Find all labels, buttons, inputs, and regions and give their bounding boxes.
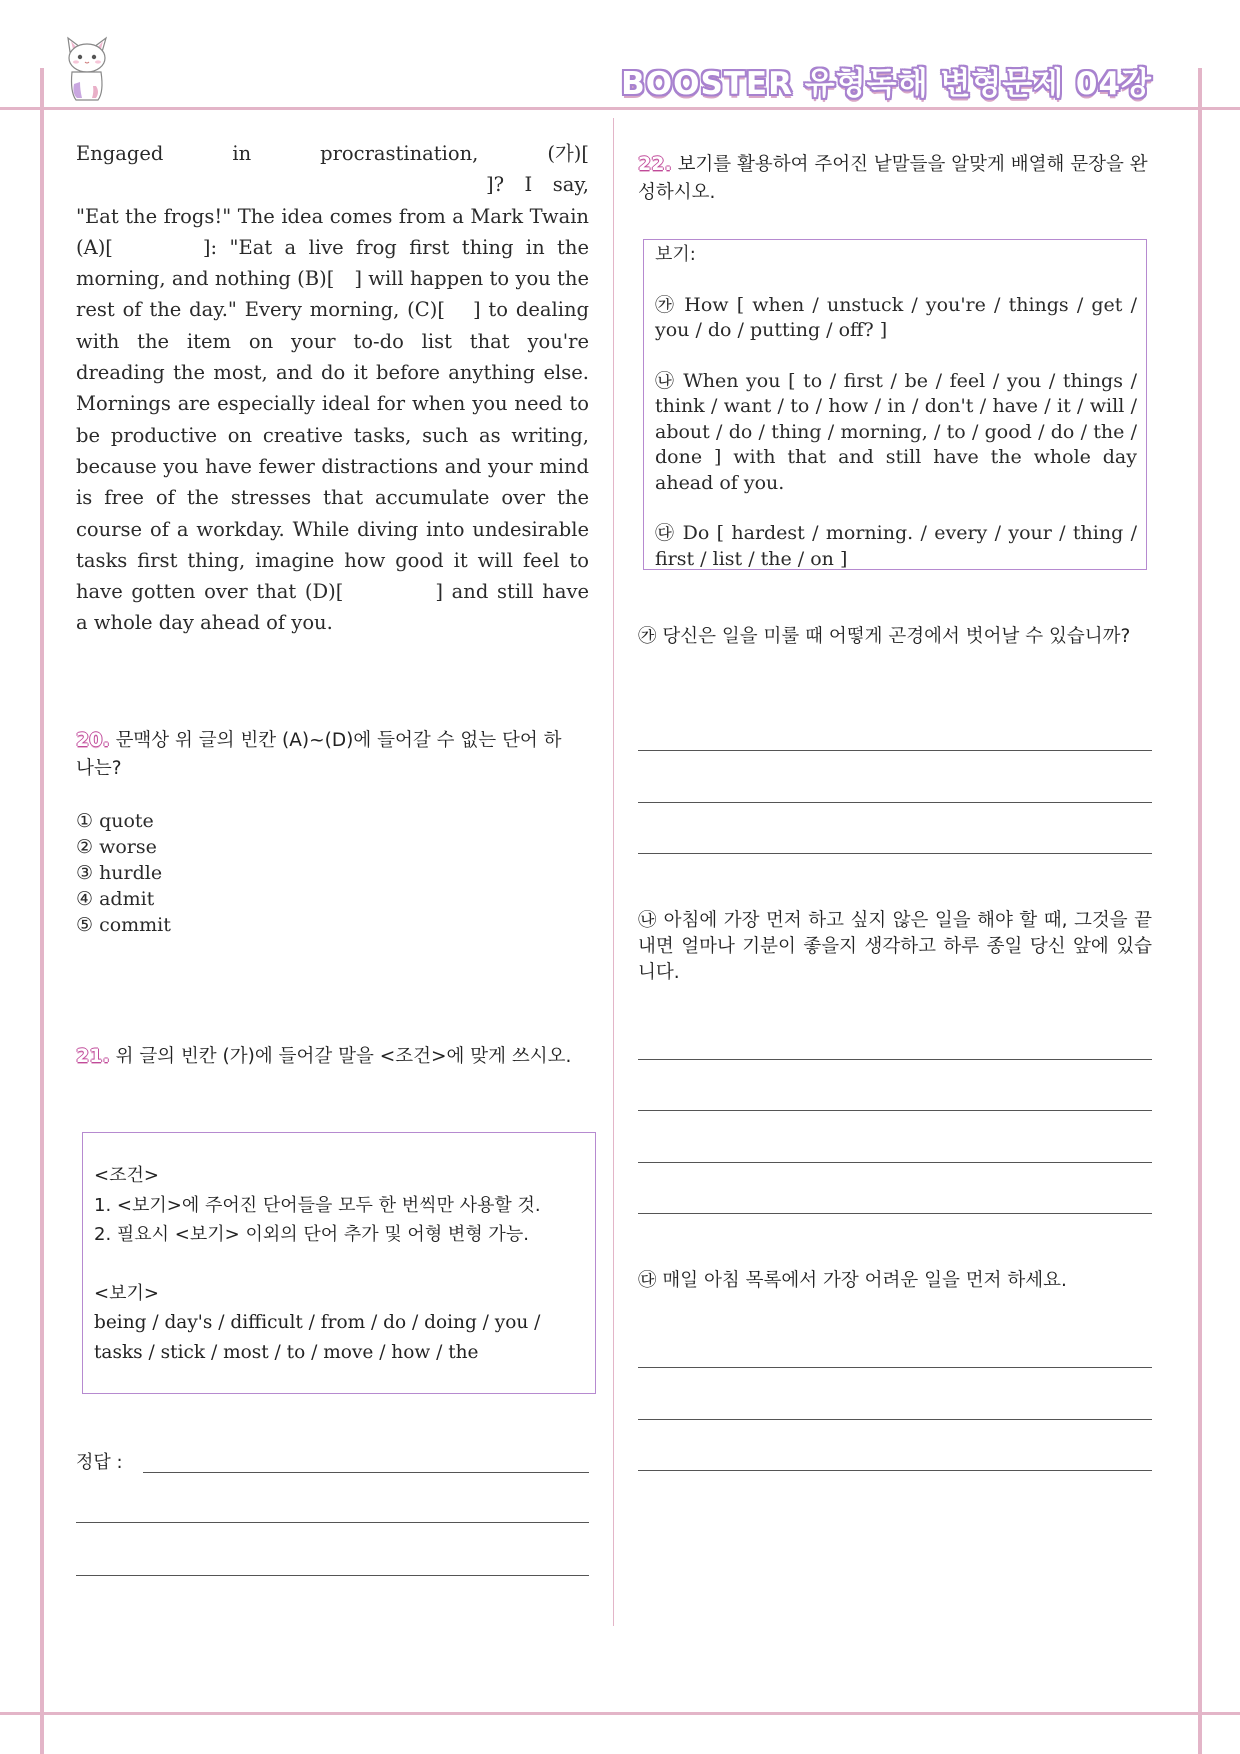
question-number: 21. [76,1045,110,1067]
answer-line[interactable] [638,1419,1152,1420]
answer-line[interactable] [638,1059,1152,1060]
question-text: 보기를 활용하여 주어진 낱말들을 알맞게 배열해 문장을 완성하시오. [638,154,1148,203]
answer-line[interactable] [638,802,1152,803]
passage-text: ] and still have a whole day ahead of you. [76,580,589,635]
bogi-title: <보기> [94,1282,159,1304]
question-number: 20. [76,729,110,751]
answer-line[interactable] [76,1575,589,1576]
passage-text: ] to dealing with the item on your to-do list that you're dreading the most, and do it before anything else. Mornings are especially ideal for when you need to be productive on creative tasks, such as writing, because you have fewer distractions and your mind is free of the stresses that accumulate over the course of a workday. While diving into undesirable tasks first thing, imagine how good it will feel to have gotten over that (D)[ [76,298,590,604]
footer-rule [0,1712,1240,1715]
answer-line[interactable] [638,1110,1152,1111]
choice-2[interactable]: ② worse [76,836,157,858]
page-frame-right [1198,68,1202,1754]
condition-2: 2. 필요시 <보기> 이외의 단어 추가 및 어형 변형 가능. [94,1224,529,1245]
korean-sentence-ga: ㉮ 당신은 일을 미룰 때 어떻게 곤경에서 벗어날 수 있습니까? [638,626,1131,647]
passage-text: Engaged in procrastination, (가)[ [76,142,589,165]
choice-3[interactable]: ③ hurdle [76,862,163,884]
passage-text: ]: "Eat a live frog first thing in the morning, and nothing (B)[ [76,235,589,291]
choice-5[interactable]: ⑤ commit [76,914,171,936]
header-title: BOOSTER 유형독해 변형문제 04강 [621,66,1152,102]
answer-line[interactable] [143,1472,589,1473]
passage-text: ] will happen to you the rest of the day." Every morning, (C)[ [76,267,589,322]
bogi-label: 보기: [655,244,696,265]
question-text: 문맥상 위 글의 빈칸 (A)~(D)에 들어갈 수 없는 단어 하나는? [76,730,562,779]
header-rule [0,107,1240,110]
bogi-words: being / day's / difficult / from / do / doing / you / tasks / stick / most / to / move / how / the [94,1312,541,1363]
answer-line[interactable] [638,1213,1152,1214]
page-frame-left [40,68,44,1754]
answer-line[interactable] [638,1162,1152,1163]
answer-line[interactable] [638,853,1152,854]
answer-line[interactable] [638,1367,1152,1368]
cat-mascot-icon [58,34,116,104]
choice-4[interactable]: ④ admit [76,888,155,910]
answer-line[interactable] [638,750,1152,751]
condition-1: 1. <보기>에 주어진 단어들을 모두 한 번씩만 사용할 것. [94,1194,541,1216]
korean-sentence-na: ㉯ 아침에 가장 먼저 하고 싶지 않은 일을 해야 할 때, 그것을 끝내면 얼마나 기분이 좋을지 생각하고 하루 종일 당신 앞에 있습니다. [638,910,1152,983]
answer-line[interactable] [638,1470,1152,1471]
choice-1[interactable]: ① quote [76,810,154,832]
column-divider [613,118,614,1626]
question-22 [638,150,1158,207]
condition-box [82,1132,596,1394]
korean-sentence-da: ㉰ 매일 아침 목록에서 가장 어려운 일을 먼저 하세요. [638,1270,1067,1291]
question-text: 위 글의 빈칸 (가)에 들어갈 말을 <조건>에 맞게 쓰시오. [115,1046,572,1067]
bogi-item-da: ㉰ Do [ hardest / morning. / every / your / thing / first / list / the / on ] [655,522,1137,570]
bogi-box [643,239,1147,570]
answer-choices [76,808,171,938]
question-21 [76,1042,586,1071]
passage-text: ]? I say, "Eat the frogs!" The idea comes from a Mark Twain (A)[ [76,173,589,259]
question-20 [76,726,576,783]
bogi-item-na: ㉯ When you [ to / first / be / feel / you / things / think / want / to / how / in / don't / have / it / will / about / do / thing / morning, / to / good / do / the / done ] with that and still have the whole day ahead of you. [655,369,1137,494]
bogi-item-ga: ㉮ How [ when / unstuck / you're / things / get / you / do / putting / off? ] [655,293,1137,341]
reading-passage [76,138,589,639]
answer-label: 정답 : [76,1452,123,1473]
answer-line[interactable] [76,1522,589,1523]
condition-title: <조건> [94,1165,159,1186]
question-number: 22. [638,153,672,175]
